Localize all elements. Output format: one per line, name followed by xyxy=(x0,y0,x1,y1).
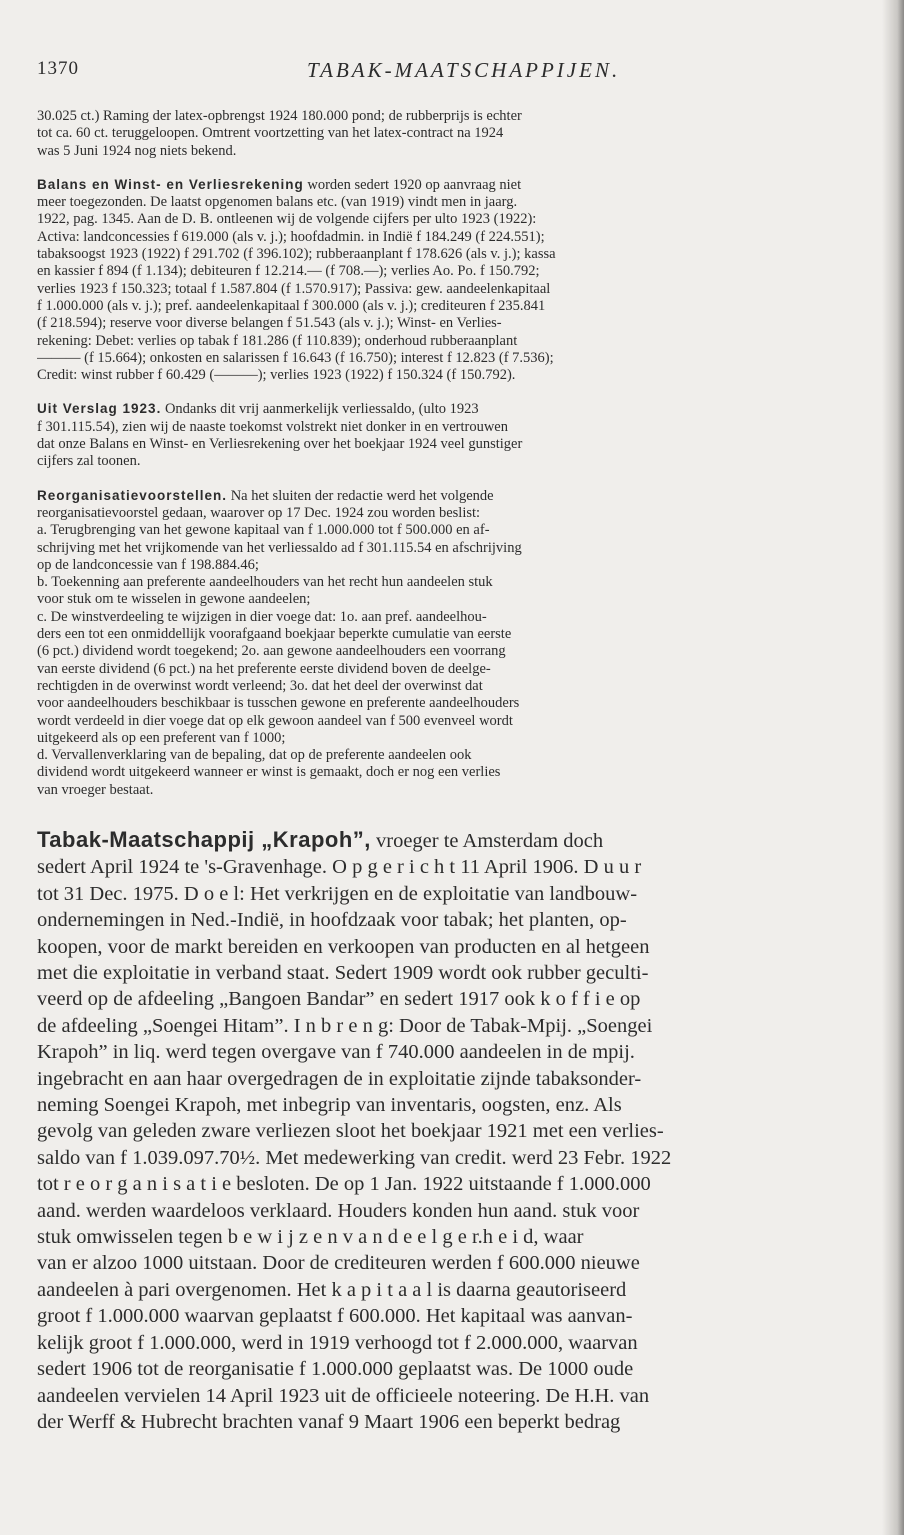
text-line: meer toegezonden. De laatst opgenomen balans etc. (van 1919) vindt men in jaarg. xyxy=(37,194,518,211)
text-line: a. Terugbrenging van het gewone kapitaal van f 1.000.000 tot f 500.000 en af- xyxy=(37,522,490,539)
text-line: koopen, voor de markt bereiden en verkoopen van producten en al hetgeen xyxy=(37,935,650,958)
text-line: (6 pct.) dividend wordt toegekend; 2o. aan gewone aandeelhouders een voorrang xyxy=(37,643,506,660)
text-line: rekening: Debet: verlies op tabak f 181.286 (f 110.839); onderhoud rubberaanplant xyxy=(37,332,518,349)
text-line: van eerste dividend (6 pct.) na het preferente eerste dividend boven de deelge- xyxy=(37,660,491,677)
text-line: was 5 Juni 1924 nog niets bekend. xyxy=(37,142,237,159)
text-line: Na het sluiten der redactie werd het volgende xyxy=(227,487,494,504)
text-line: kelijk groot f 1.000.000, werd in 1919 verhoogd tot f 2.000.000, waarvan xyxy=(37,1331,638,1354)
text-line: stuk omwisselen tegen b e w i j z e n v a n d e e l g e r.h e i d, waar xyxy=(37,1226,584,1249)
text-line: de afdeeling „Soengei Hitam”. I n b r e n g: Door de Tabak-Mpij. „Soengei xyxy=(37,1014,653,1037)
text-line: aandeelen à pari overgenomen. Het k a p i t a a l is daarna geautoriseerd xyxy=(37,1278,627,1301)
page-gutter-shadow xyxy=(882,0,904,1535)
text-line: sedert 1906 tot de reorganisatie f 1.000.000 geplaatst was. De 1000 oude xyxy=(37,1358,634,1381)
text-line: sedert April 1924 te 's-Gravenhage. O p g e r i c h t 11 April 1906. D u u r xyxy=(37,856,642,879)
text-line: van er alzoo 1000 uitstaan. Door de crediteuren werden f 600.000 nieuwe xyxy=(37,1252,640,1275)
section-lead-verslag: Uit Verslag 1923. xyxy=(37,401,162,417)
text-line: Krapoh” in liq. werd tegen overgave van f 740.000 aandeelen in de mpij. xyxy=(37,1041,635,1064)
text-line: der Werff & Hubrecht brachten vanaf 9 Maart 1906 een beperkt bedrag xyxy=(37,1410,621,1433)
running-title: TABAK-MAATSCHAPPIJEN. xyxy=(307,58,621,82)
text-line: dividend wordt uitgekeerd wanneer er winst is gemaakt, doch er nog een verlies xyxy=(37,764,501,781)
text-line: groot f 1.000.000 waarvan geplaatst f 600.000. Het kapitaal was aanvan- xyxy=(37,1305,633,1328)
text-line: ——— (f 15.664); onkosten en salarissen f 16.643 (f 16.750); interest f 12.823 (f 7.536); xyxy=(37,349,554,366)
reorganisatie-section xyxy=(37,487,864,799)
text-line: tabaksoogst 1923 (1922) f 291.702 (f 396.102); rubberaanplant f 178.626 (als v. j.); kassa xyxy=(37,246,556,263)
text-line: (f 218.594); reserve voor diverse belangen f 51.543 (als v. j.); Winst- en Verlies- xyxy=(37,315,502,332)
text-line: met die exploitatie in verband staat. Sedert 1909 wordt ook rubber geculti- xyxy=(37,962,649,985)
text-line: Credit: winst rubber f 60.429 (———); verlies 1923 (1922) f 150.324 (f 150.792). xyxy=(37,367,516,384)
text-line: uitgekeerd als op een preferent van f 1000; xyxy=(37,729,286,746)
text-line: veerd op de afdeeling „Bangoen Bandar” en sedert 1917 ook k o f f i e op xyxy=(37,988,641,1011)
text-line: ondernemingen in Ned.-Indië, in hoofdzaak voor tabak; het planten, op- xyxy=(37,909,627,932)
text-line: op de landconcessie van f 198.884.46; xyxy=(37,556,259,573)
text-line: aand. werden waardeloos verklaard. Houders konden hun aand. stuk voor xyxy=(37,1199,640,1222)
text-line: gevolg van geleden zware verliezen sloot het boekjaar 1921 met een verlies- xyxy=(37,1120,664,1143)
text-line: voor aandeelhouders beschikbaar is tusschen gewone en preferente aandeelhouders xyxy=(37,695,520,712)
text-line: ders een tot een onmiddellijk voorafgaand boekjaar beperkte cumulatie van eerste xyxy=(37,626,512,643)
text-line: tot 31 Dec. 1975. D o e l: Het verkrijgen en de exploitatie van landbouw- xyxy=(37,882,638,905)
text-line: rechtigden in de overwinst wordt verleend; 3o. dat het deel der overwinst dat xyxy=(37,677,483,694)
text-line: reorganisatievoorstel gedaan, waarover op 17 Dec. 1924 zou worden beslist: xyxy=(37,504,481,521)
text-line: Ondanks dit vrij aanmerkelijk verliessaldo, (ulto 1923 xyxy=(161,401,479,418)
text-line: Activa: landconcessies f 619.000 (als v. j.); hoofdadmin. in Indië f 184.249 (f 224.551); xyxy=(37,228,545,245)
text-line: ingebracht en aan haar overgedragen de in exploitatie zijnde tabaksonder- xyxy=(37,1067,642,1090)
verslag-section xyxy=(37,400,864,470)
running-head xyxy=(37,58,864,88)
text-line: saldo van f 1.039.097.70½. Met medewerking van credit. werd 23 Febr. 1922 xyxy=(37,1146,672,1169)
text-line: f 301.115.54), zien wij de naaste toekomst volstrekt niet donker in en vertrouwen xyxy=(37,418,508,435)
balans-section xyxy=(37,176,864,385)
text-line: c. De winstverdeeling te wijzigen in dier voege dat: 1o. aan pref. aandeelhou- xyxy=(37,608,487,625)
intro-paragraph xyxy=(37,108,864,160)
text-line: vroeger te Amsterdam doch xyxy=(370,829,604,852)
text-line: dat onze Balans en Winst- en Verliesrekening over het boekjaar 1924 veel gunstiger xyxy=(37,436,523,453)
text-line: f 1.000.000 (als v. j.); pref. aandeelenkapitaal f 300.000 (als v. j.); crediteuren f 235.841 xyxy=(37,297,546,314)
text-line: 1922, pag. 1345. Aan de D. B. ontleenen wij de volgende cijfers per ulto 1923 (1922): xyxy=(37,211,537,228)
text-line: neming Soengei Krapoh, met inbegrip van inventaris, oogsten, enz. Als xyxy=(37,1094,622,1117)
company-title: Tabak-Maatschappij „Krapoh”, xyxy=(37,826,371,852)
krapoh-section xyxy=(37,827,864,1435)
text-line: cijfers zal toonen. xyxy=(37,453,141,470)
text-line: b. Toekenning aan preferente aandeelhouders van het recht hun aandeelen stuk xyxy=(37,574,493,591)
section-lead-reorganisatie: Reorganisatievoorstellen. xyxy=(37,487,228,503)
text-line: verlies 1923 f 150.323; totaal f 1.587.804 (f 1.570.917); Passiva: gew. aandeelenkapitaal xyxy=(37,280,551,297)
section-lead-balans: Balans en Winst- en Verliesrekening xyxy=(37,176,304,192)
text-line: 30.025 ct.) Raming der latex-opbrengst 1924 180.000 pond; de rubberprijs is echter xyxy=(37,108,522,124)
text-line: wordt verdeeld in dier voege dat op elk gewoon aandeel van f 500 evenveel wordt xyxy=(37,712,513,729)
text-line: tot r e o r g a n i s a t i e besloten. De op 1 Jan. 1922 uitstaande f 1.000.000 xyxy=(37,1173,651,1196)
text-line: voor stuk om te wisselen in gewone aandeelen; xyxy=(37,591,311,608)
text-line: worden sedert 1920 op aanvraag niet xyxy=(303,176,522,193)
text-line: tot ca. 60 ct. teruggeloopen. Omtrent voortzetting van het latex-contract na 1924 xyxy=(37,125,504,142)
text-line: schrijving met het vrijkomende van het verliessaldo ad f 301.115.54 en afschrijving xyxy=(37,539,522,556)
text-line: van vroeger bestaat. xyxy=(37,781,154,798)
text-line: en kassier f 894 (f 1.134); debiteuren f 12.214.— (f 708.—); verlies Ao. Po. f 150.792; xyxy=(37,263,540,280)
page-number: 1370 xyxy=(37,58,79,79)
text-line: aandeelen vervielen 14 April 1923 uit de officieele noteering. De H.H. van xyxy=(37,1384,650,1407)
text-line: d. Vervallenverklaring van de bepaling, dat op de preferente aandeelen ook xyxy=(37,747,472,764)
